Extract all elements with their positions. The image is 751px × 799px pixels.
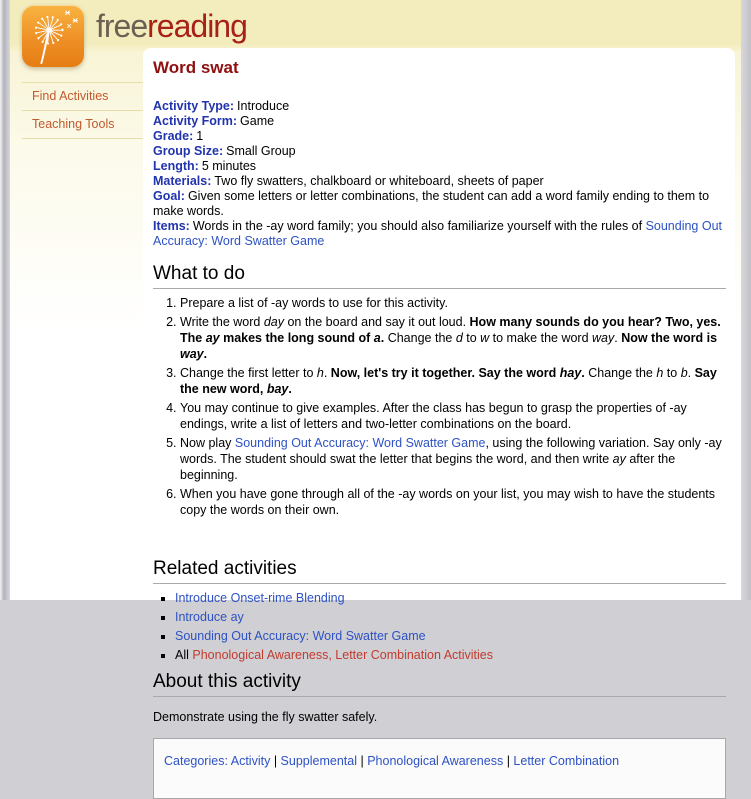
meta-value: Words in the -ay word family; you should also familiarize yourself with the rules of Sounding Out Accuracy: Word Swatter Game (153, 219, 723, 248)
link-introduce-onset-rime-blending[interactable]: Introduce Onset-rime Blending (175, 591, 345, 605)
meta-label: Group Size: (153, 144, 224, 158)
step-4: 4. You may continue to give examples. After the class has begun to grasp the properties of -ay endings, write a list of letters and two-letter combinations on the board. (180, 400, 726, 432)
site-brand[interactable] (96, 8, 247, 45)
section-heading-what-to-do: What to do (153, 263, 726, 289)
step-2: 2. Write the word day on the board and say it out loud. How many sounds do you hear? Two, yes. The ay makes the long sound of a. Change the d to w to make the word way. Now the word is way. (180, 314, 726, 362)
sidebar-item-find-activities[interactable]: Find Activities (22, 82, 143, 110)
meta-activity-form (153, 114, 726, 129)
meta-label: Activity Type: (153, 99, 235, 113)
meta-value: 1 (196, 129, 204, 143)
meta-goal (153, 189, 726, 219)
meta-label: Items: (153, 219, 190, 233)
meta-value: Two fly swatters, chalkboard or whiteboard, sheets of paper (214, 174, 544, 188)
meta-grade (153, 129, 726, 144)
categories-label-link[interactable]: Categories: (164, 754, 228, 768)
page-title: Word swat (153, 58, 239, 77)
meta-label: Activity Form: (153, 114, 238, 128)
page-background (10, 0, 741, 768)
what-to-do-steps (153, 295, 726, 518)
category-separator: | (360, 754, 364, 768)
section-heading-about: About this activity (153, 671, 726, 697)
freereading-logo[interactable] (22, 5, 84, 67)
about-text: Demonstrate using the fly swatter safely. (153, 710, 378, 724)
meta-value: Small Group (226, 144, 296, 158)
link-word-swatter-game-step[interactable]: Sounding Out Accuracy: Word Swatter Game (234, 436, 486, 450)
link-phonological-awareness-letter-combination[interactable]: Phonological Awareness, Letter Combination Activities (192, 648, 494, 662)
meta-label: Goal: (153, 189, 185, 203)
brand-free: free (96, 8, 148, 44)
related-item (175, 629, 726, 644)
category-link-activity[interactable]: Activity (230, 754, 271, 768)
step-6: 6. When you have gone through all of the -ay words on your list, you may wish to have the students copy the words on their own. (180, 486, 726, 518)
related-item (175, 610, 726, 625)
step-1: 1. Prepare a list of -ay words to use for this activity. (180, 295, 726, 311)
sidebar-item-teaching-tools[interactable]: Teaching Tools (22, 110, 143, 138)
meta-label: Grade: (153, 129, 194, 143)
related-item: ▪ All Phonological Awareness, Letter Combination Activities (175, 648, 726, 663)
activity-meta (153, 99, 726, 249)
related-item (175, 591, 726, 606)
category-separator: | (506, 754, 510, 768)
step-3: 3. Change the first letter to h. Now, let's try it together. Say the word hay. Change the h to b. Say the new word, bay. (180, 365, 726, 397)
page-edge-left (0, 0, 10, 600)
category-link-phonological-awareness[interactable]: Phonological Awareness (367, 754, 504, 768)
meta-length (153, 159, 726, 174)
article-panel (143, 48, 735, 768)
dandelion-icon (22, 5, 84, 67)
category-link-letter-combination[interactable]: Letter Combination (513, 754, 620, 768)
sidebar-nav (22, 82, 143, 139)
meta-items (153, 219, 726, 249)
meta-materials (153, 174, 726, 189)
meta-group-size (153, 144, 726, 159)
link-sounding-out-accuracy[interactable]: Sounding Out Accuracy: Word Swatter Game (175, 629, 426, 643)
meta-value: Given some letters or letter combinations, the student can add a word family ending to them to make words. (153, 189, 710, 218)
link-introduce-ay[interactable]: Introduce ay (175, 610, 244, 624)
related-activities-list (153, 591, 726, 663)
section-heading-related-activities: Related activities (153, 558, 726, 584)
meta-label: Length: (153, 159, 199, 173)
step-5: 5. Now play Sounding Out Accuracy: Word Swatter Game, using the following variation. Say only -ay words. The student should swat the letter that begins the word, and then write ay after the beginning. (180, 435, 726, 483)
categories-box (153, 738, 726, 799)
brand-reading: reading (147, 8, 247, 44)
category-separator: | (273, 754, 278, 768)
link-word-swatter-game-rules[interactable]: Sounding Out Accuracy: Word Swatter Game (153, 219, 723, 248)
meta-label: Materials: (153, 174, 212, 188)
meta-activity-type (153, 99, 726, 114)
meta-value: Introduce (237, 99, 290, 113)
page-edge-right (741, 0, 751, 600)
meta-value: 5 minutes (201, 159, 257, 173)
category-link-supplemental[interactable]: Supplemental (280, 754, 357, 768)
meta-value: Game (240, 114, 275, 128)
